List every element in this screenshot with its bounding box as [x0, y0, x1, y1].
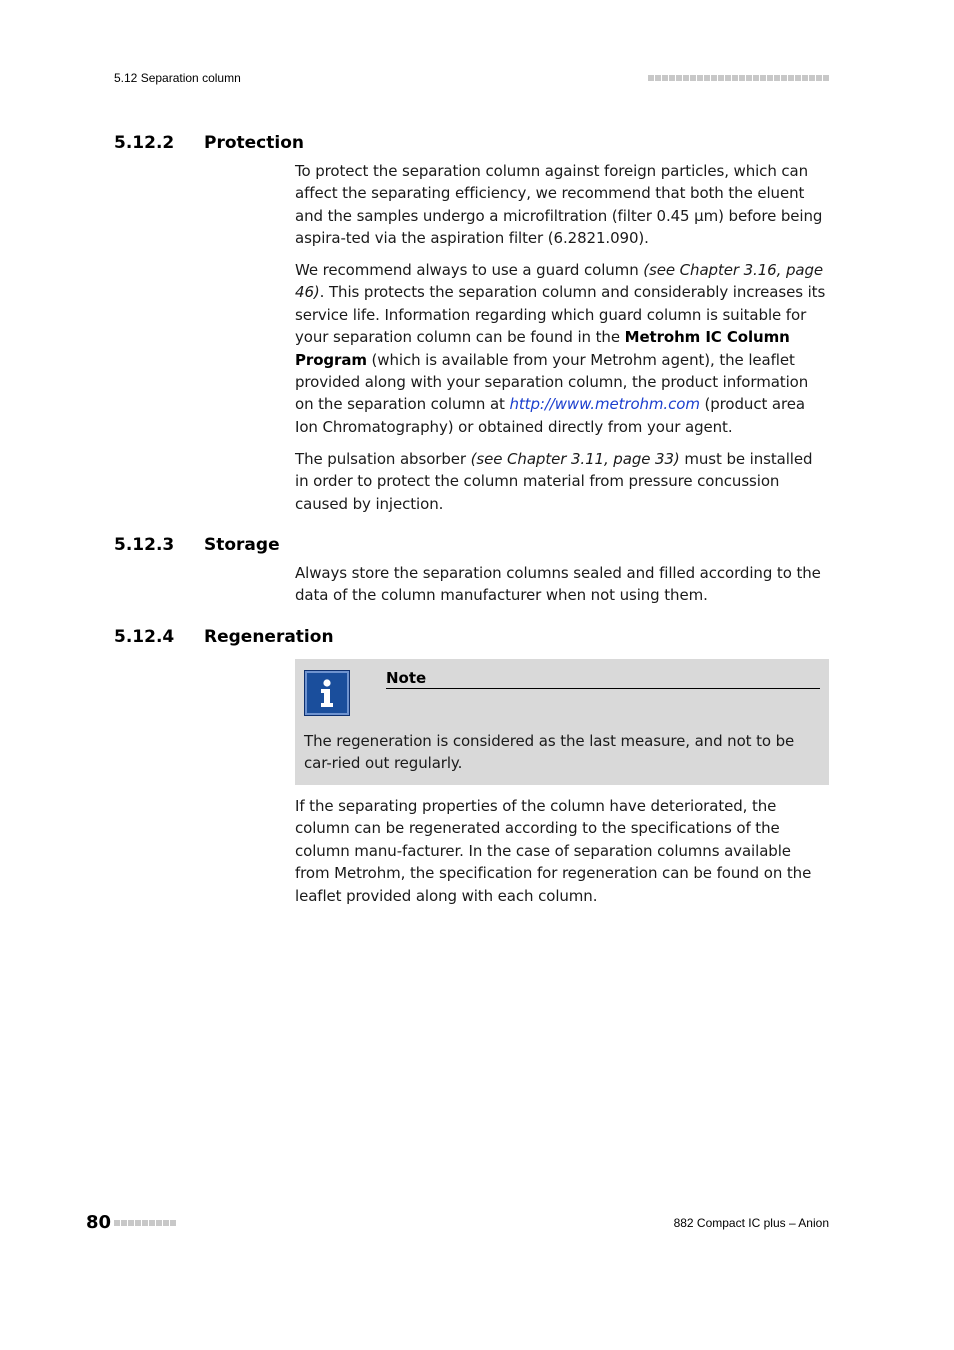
decoration-square [114, 1220, 120, 1226]
note-title: Note [386, 669, 820, 689]
footer-decoration [114, 1220, 176, 1226]
decoration-square [655, 75, 661, 81]
text-run: The pulsation absorber [295, 450, 471, 468]
decoration-square [142, 1220, 148, 1226]
info-icon [304, 670, 350, 716]
decoration-square [121, 1220, 127, 1226]
header-decoration [648, 75, 829, 81]
cross-reference[interactable]: (see Chapter 3.16, page 46) [295, 261, 824, 302]
footer-document-title: 882 Compact IC plus – Anion [673, 1216, 829, 1230]
section-number: 5.12.4 [114, 627, 175, 647]
text-run: . This protects the separation column and considerably increases its service life. Information regarding which guard column is suitable for your separation column can be found in the [295, 283, 826, 347]
decoration-square [725, 75, 731, 81]
decoration-square [128, 1220, 134, 1226]
section-heading-protection [114, 133, 304, 153]
decoration-square [156, 1220, 162, 1226]
decoration-square [823, 75, 829, 81]
decoration-square [170, 1220, 176, 1226]
decoration-square [802, 75, 808, 81]
cross-reference[interactable]: (see Chapter 3.11, page 33) [470, 450, 680, 468]
decoration-square [676, 75, 682, 81]
section-number: 5.12.2 [114, 133, 175, 153]
paragraph: To protect the separation column against foreign particles, which can affect the separating efficiency, we recommend that both the eluent and the samples undergo a microfiltration (filter 0.45 µm) before being aspira-ted via the aspiration filter (6.2821.090). [295, 162, 823, 248]
metrohm-link[interactable]: http://www.metrohm.com [509, 395, 700, 414]
text-run: (product area Ion Chromatography) or obtained directly from your agent. [295, 395, 805, 436]
decoration-square [795, 75, 801, 81]
decoration-square [809, 75, 815, 81]
decoration-square [774, 75, 780, 81]
paragraph-guard-column [295, 259, 829, 438]
text-run: must be installed in order to protect the column material from pressure concussion caused by injection. [295, 450, 813, 513]
decoration-square [816, 75, 822, 81]
decoration-square [739, 75, 745, 81]
emphasis: Metrohm IC Column Program [295, 328, 790, 369]
decoration-square [718, 75, 724, 81]
section-title: Protection [204, 133, 304, 153]
paragraph-pulsation-absorber [295, 448, 829, 515]
decoration-square [163, 1220, 169, 1226]
decoration-square [704, 75, 710, 81]
decoration-square [788, 75, 794, 81]
text-run: We recommend always to use a guard column [295, 261, 644, 279]
decoration-square [711, 75, 717, 81]
paragraph: If the separating properties of the column have deteriorated, the column can be regenerated according to the specifications of the column manu-facturer. In the case of separation columns available from Metrohm, the specification for regeneration can be found on the leaflet provided along with each column. [295, 797, 812, 905]
decoration-square [767, 75, 773, 81]
decoration-square [690, 75, 696, 81]
decoration-square [746, 75, 752, 81]
decoration-square [753, 75, 759, 81]
note-text: The regeneration is considered as the last measure, and not to be car-ried out regularly. [304, 732, 795, 773]
section-number: 5.12.3 [114, 535, 175, 555]
decoration-square [149, 1220, 155, 1226]
decoration-square [683, 75, 689, 81]
text-run: (which is available from your Metrohm agent), the leaflet provided along with your separation column, the product information on the separation column at [295, 350, 809, 414]
decoration-square [648, 75, 654, 81]
paragraph: Always store the separation columns sealed and filled according to the data of the column manufacturer when not using them. [295, 564, 821, 605]
note-box [295, 659, 829, 785]
section-heading-storage [114, 535, 280, 555]
decoration-square [662, 75, 668, 81]
decoration-square [781, 75, 787, 81]
section-title: Regeneration [204, 627, 334, 647]
running-header: 5.12 Separation column [114, 71, 241, 85]
section-title: Storage [204, 535, 280, 555]
decoration-square [732, 75, 738, 81]
decoration-square [760, 75, 766, 81]
section-heading-regeneration [114, 627, 334, 647]
decoration-square [669, 75, 675, 81]
decoration-square [135, 1220, 141, 1226]
page-number: 80 [86, 1212, 112, 1233]
decoration-square [697, 75, 703, 81]
